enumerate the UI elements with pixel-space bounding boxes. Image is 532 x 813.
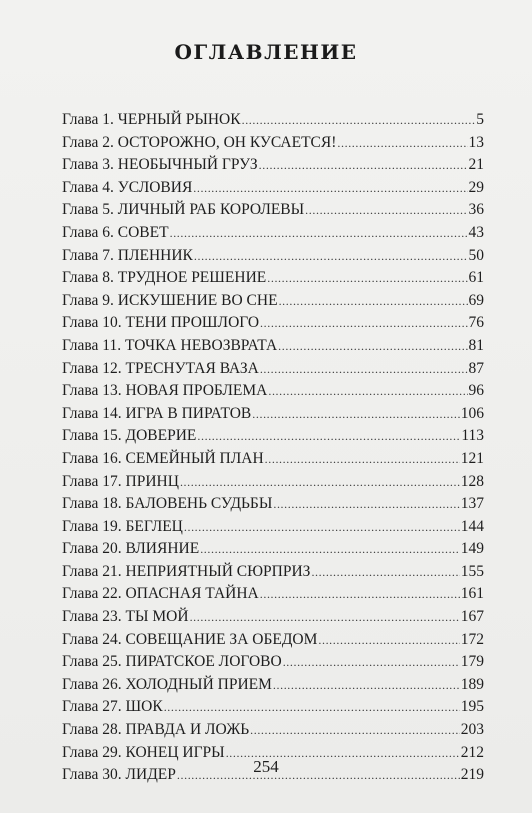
toc-entry	[62, 606, 484, 629]
dot-leader	[305, 199, 467, 222]
chapter-page-number: 61	[468, 269, 484, 287]
page-number: 254	[253, 757, 279, 776]
chapter-page-number: 81	[468, 336, 484, 354]
chapter-title: Глава 15. ДОВЕРИЕ	[62, 427, 197, 445]
toc-entry	[62, 471, 484, 494]
chapter-page-number: 106	[460, 404, 484, 422]
chapter-page-number: 36	[468, 201, 484, 219]
dot-leader	[190, 606, 460, 629]
chapter-title: Глава 20. ВЛИЯНИЕ	[62, 540, 200, 558]
dot-leader	[252, 403, 459, 426]
toc-entry	[62, 199, 484, 222]
dot-leader	[337, 132, 467, 155]
chapter-title: Глава 22. ОПАСНАЯ ТАЙНА	[62, 585, 259, 603]
toc-entry	[62, 267, 484, 290]
chapter-title: Глава 6. СОВЕТ	[62, 223, 169, 241]
toc-entry	[62, 222, 484, 245]
toc-entry	[62, 177, 484, 200]
toc-entry	[62, 380, 484, 403]
dot-leader	[197, 425, 460, 448]
chapter-page-number: 121	[460, 449, 484, 467]
dot-leader	[268, 380, 467, 403]
dot-leader	[250, 719, 460, 742]
chapter-page-number: 167	[460, 608, 484, 626]
chapter-title: Глава 19. БЕГЛЕЦ	[62, 517, 183, 535]
chapter-title: Глава 29. КОНЕЦ ИГРЫ	[62, 743, 225, 761]
chapter-page-number: 21	[468, 156, 484, 174]
dot-leader	[200, 538, 460, 561]
dot-leader	[184, 516, 460, 539]
dot-leader	[260, 312, 467, 335]
chapter-title: Глава 5. ЛИЧНЫЙ РАБ КОРОЛЕВЫ	[62, 201, 305, 219]
chapter-page-number: 137	[460, 495, 484, 513]
toc-entry	[62, 154, 484, 177]
chapter-page-number: 43	[468, 223, 484, 241]
toc-entry	[62, 448, 484, 471]
dot-leader	[260, 358, 468, 381]
page-title: ОГЛАВЛЕНИЕ	[174, 40, 358, 64]
toc-entry	[62, 696, 484, 719]
chapter-title: Глава 18. БАЛОВЕНЬ СУДЬБЫ	[62, 495, 273, 513]
toc-entry	[62, 493, 484, 516]
dot-leader	[180, 471, 460, 494]
toc-entry	[62, 538, 484, 561]
chapter-title: Глава 4. УСЛОВИЯ	[62, 178, 193, 196]
chapter-title: Глава 28. ПРАВДА И ЛОЖЬ	[62, 721, 250, 739]
dot-leader	[260, 583, 460, 606]
chapter-title: Глава 9. ИСКУШЕНИЕ ВО СНЕ	[62, 291, 278, 309]
toc-entry	[62, 109, 484, 132]
chapter-title: Глава 27. ШОК	[62, 698, 163, 716]
chapter-page-number: 69	[468, 291, 484, 309]
chapter-page-number: 172	[460, 630, 484, 648]
chapter-page-number: 212	[460, 743, 484, 761]
chapter-page-number: 203	[460, 721, 484, 739]
chapter-title: Глава 26. ХОЛОДНЫЙ ПРИЕМ	[62, 675, 272, 693]
chapter-page-number: 76	[468, 314, 484, 332]
chapter-page-number: 96	[468, 382, 484, 400]
chapter-title: Глава 17. ПРИНЦ	[62, 472, 179, 490]
dot-leader	[194, 245, 468, 268]
dot-leader	[164, 696, 460, 719]
toc-entry	[62, 425, 484, 448]
chapter-page-number: 179	[460, 653, 484, 671]
chapter-page-number: 13	[468, 133, 484, 151]
dot-leader	[273, 493, 459, 516]
chapter-page-number: 113	[461, 427, 484, 445]
toc-entry	[62, 719, 484, 742]
chapter-title: Глава 14. ИГРА В ПИРАТОВ	[62, 404, 252, 422]
chapter-page-number: 5	[476, 111, 484, 128]
chapter-title: Глава 13. НОВАЯ ПРОБЛЕМА	[62, 382, 268, 400]
chapter-page-number: 155	[460, 562, 484, 580]
chapter-page-number: 219	[460, 766, 484, 784]
chapter-page-number: 87	[468, 359, 484, 377]
chapter-page-number: 50	[468, 246, 484, 264]
dot-leader	[311, 561, 459, 584]
toc-entry	[62, 245, 484, 268]
chapter-title: Глава 16. СЕМЕЙНЫЙ ПЛАН	[62, 449, 264, 467]
chapter-page-number: 161	[460, 585, 484, 603]
chapter-title: Глава 21. НЕПРИЯТНЫЙ СЮРПРИЗ	[62, 562, 311, 580]
dot-leader	[273, 674, 460, 697]
dot-leader	[267, 267, 467, 290]
dot-leader	[242, 109, 476, 132]
toc-entry	[62, 516, 484, 539]
dot-leader	[170, 222, 468, 245]
chapter-title: Глава 24. СОВЕЩАНИЕ ЗА ОБЕДОМ	[62, 630, 318, 648]
chapter-page-number: 149	[460, 540, 484, 558]
chapter-title: Глава 10. ТЕНИ ПРОШЛОГО	[62, 314, 260, 332]
toc-entry	[62, 674, 484, 697]
toc-entry	[62, 312, 484, 335]
toc-entry	[62, 403, 484, 426]
chapter-title: Глава 12. ТРЕСНУТАЯ ВАЗА	[62, 359, 259, 377]
toc-entry	[62, 132, 484, 155]
chapter-page-number: 128	[460, 472, 484, 490]
dot-leader	[318, 629, 459, 652]
chapter-title: Глава 2. ОСТОРОЖНО, ОН КУСАЕТСЯ!	[62, 133, 337, 151]
dot-leader	[283, 651, 460, 674]
dot-leader	[278, 335, 467, 358]
toc-entry	[62, 561, 484, 584]
dot-leader	[193, 177, 467, 200]
chapter-title: Глава 25. ПИРАТСКОЕ ЛОГОВО	[62, 653, 282, 671]
chapter-title: Глава 23. ТЫ МОЙ	[62, 608, 189, 626]
chapter-title: Глава 3. НЕОБЫЧНЫЙ ГРУЗ	[62, 156, 258, 174]
toc-entry	[62, 629, 484, 652]
chapter-page-number: 29	[468, 178, 484, 196]
chapter-title: Глава 1. ЧЕРНЫЙ РЫНОК	[62, 111, 241, 128]
dot-leader	[279, 290, 468, 313]
toc-entry	[62, 583, 484, 606]
chapter-page-number: 144	[460, 517, 484, 535]
toc-entry	[62, 358, 484, 381]
dot-leader	[265, 448, 460, 471]
chapter-title: Глава 11. ТОЧКА НЕВОЗВРАТА	[62, 336, 278, 354]
table-of-contents	[62, 109, 484, 787]
chapter-title: Глава 30. ЛИДЕР	[62, 766, 176, 784]
chapter-page-number: 195	[460, 698, 484, 716]
toc-entry	[62, 651, 484, 674]
toc-entry	[62, 335, 484, 358]
dot-leader	[259, 154, 468, 177]
chapter-page-number: 189	[460, 675, 484, 693]
toc-entry	[62, 290, 484, 313]
chapter-title: Глава 7. ПЛЕННИК	[62, 246, 193, 264]
chapter-title: Глава 8. ТРУДНОЕ РЕШЕНИЕ	[62, 269, 267, 287]
